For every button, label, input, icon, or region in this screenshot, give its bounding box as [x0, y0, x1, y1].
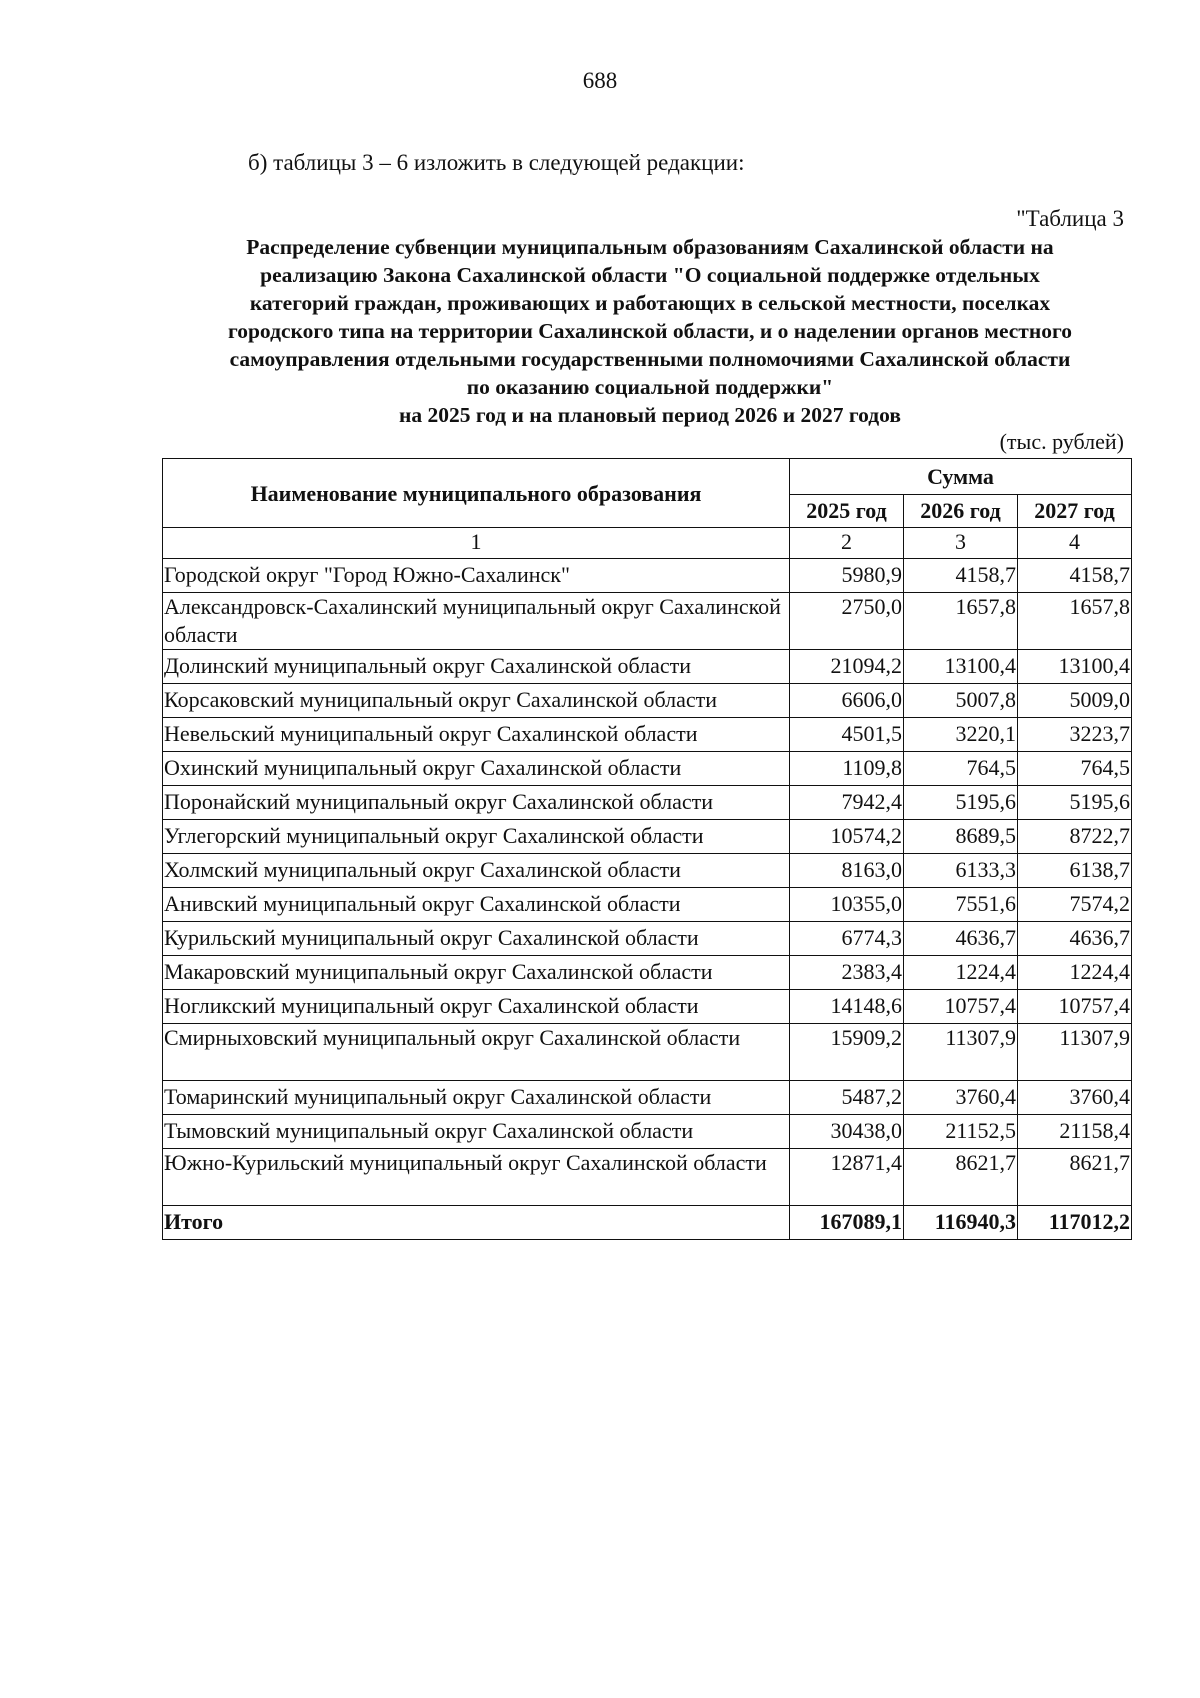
title-line: категорий граждан, проживающих и работающих в сельской местности, поселках	[249, 291, 1051, 315]
total-label-cell: Итого	[163, 1206, 790, 1240]
value-2027-cell: 3223,7	[1018, 718, 1132, 752]
value-2027-cell: 1657,8	[1018, 593, 1132, 650]
value-2026-cell: 21152,5	[904, 1115, 1018, 1149]
municipality-name-cell: Томаринский муниципальный округ Сахалинской области	[163, 1081, 790, 1115]
value-2027-cell: 8722,7	[1018, 820, 1132, 854]
municipality-name-cell: Южно-Курильский муниципальный округ Сахалинской области	[163, 1149, 790, 1206]
value-2027-cell: 5195,6	[1018, 786, 1132, 820]
table-title	[150, 233, 1150, 429]
total-2025-cell: 167089,1	[790, 1206, 904, 1240]
municipality-name-cell: Охинский муниципальный округ Сахалинской области	[163, 752, 790, 786]
table-row	[163, 1081, 1132, 1115]
value-2027-cell: 11307,9	[1018, 1024, 1132, 1081]
value-2025-cell: 30438,0	[790, 1115, 904, 1149]
value-2026-cell: 1224,4	[904, 956, 1018, 990]
value-2026-cell: 13100,4	[904, 650, 1018, 684]
table-row	[163, 1115, 1132, 1149]
table-row	[163, 888, 1132, 922]
value-2025-cell: 10355,0	[790, 888, 904, 922]
table-row	[163, 922, 1132, 956]
value-2027-cell: 10757,4	[1018, 990, 1132, 1024]
index-cell: 1	[163, 528, 790, 559]
municipality-name-cell: Тымовский муниципальный округ Сахалинской области	[163, 1115, 790, 1149]
value-2027-cell: 8621,7	[1018, 1149, 1132, 1206]
total-row	[163, 1206, 1132, 1240]
value-2027-cell: 4158,7	[1018, 559, 1132, 593]
value-2027-cell: 3760,4	[1018, 1081, 1132, 1115]
table-row	[163, 786, 1132, 820]
municipality-name-cell: Александровск-Сахалинский муниципальный округ Сахалинской области	[163, 593, 790, 650]
value-2026-cell: 11307,9	[904, 1024, 1018, 1081]
total-2027-cell: 117012,2	[1018, 1206, 1132, 1240]
total-2026-cell: 116940,3	[904, 1206, 1018, 1240]
index-cell: 2	[790, 528, 904, 559]
value-2025-cell: 7942,4	[790, 786, 904, 820]
value-2026-cell: 6133,3	[904, 854, 1018, 888]
municipality-name-cell: Городской округ "Город Южно-Сахалинск"	[163, 559, 790, 593]
value-2025-cell: 4501,5	[790, 718, 904, 752]
value-2025-cell: 6774,3	[790, 922, 904, 956]
header-sum: Сумма	[790, 459, 1132, 495]
municipality-name-cell: Холмский муниципальный округ Сахалинской области	[163, 854, 790, 888]
table-row	[163, 990, 1132, 1024]
value-2026-cell: 8621,7	[904, 1149, 1018, 1206]
table-row	[163, 820, 1132, 854]
index-cell: 4	[1018, 528, 1132, 559]
page-number: 688	[582, 68, 618, 93]
value-2026-cell: 10757,4	[904, 990, 1018, 1024]
table-row	[163, 752, 1132, 786]
value-2025-cell: 21094,2	[790, 650, 904, 684]
municipality-name-cell: Анивский муниципальный округ Сахалинской области	[163, 888, 790, 922]
table-row	[163, 559, 1132, 593]
title-line: городского типа на территории Сахалинской области, и о наделении органов местного	[228, 319, 1072, 343]
municipality-name-cell: Невельский муниципальный округ Сахалинской области	[163, 718, 790, 752]
table-label: "Таблица 3	[1016, 206, 1124, 231]
value-2027-cell: 7574,2	[1018, 888, 1132, 922]
table-row	[163, 718, 1132, 752]
municipality-name-cell: Поронайский муниципальный округ Сахалинской области	[163, 786, 790, 820]
value-2025-cell: 2750,0	[790, 593, 904, 650]
municipality-name-cell: Макаровский муниципальный округ Сахалинской области	[163, 956, 790, 990]
value-2027-cell: 1224,4	[1018, 956, 1132, 990]
value-2025-cell: 12871,4	[790, 1149, 904, 1206]
subvention-table	[162, 458, 1132, 1240]
header-year-2026: 2026 год	[904, 494, 1018, 528]
units-label: (тыс. рублей)	[999, 429, 1124, 454]
table-row	[163, 854, 1132, 888]
value-2026-cell: 8689,5	[904, 820, 1018, 854]
value-2026-cell: 5007,8	[904, 684, 1018, 718]
value-2026-cell: 1657,8	[904, 593, 1018, 650]
value-2026-cell: 4158,7	[904, 559, 1018, 593]
value-2026-cell: 764,5	[904, 752, 1018, 786]
municipality-name-cell: Долинский муниципальный округ Сахалинской области	[163, 650, 790, 684]
value-2026-cell: 7551,6	[904, 888, 1018, 922]
municipality-name-cell: Ногликский муниципальный округ Сахалинской области	[163, 990, 790, 1024]
value-2027-cell: 21158,4	[1018, 1115, 1132, 1149]
index-cell: 3	[904, 528, 1018, 559]
title-line: Распределение субвенции муниципальным образованиям Сахалинской области на	[246, 235, 1054, 259]
value-2025-cell: 8163,0	[790, 854, 904, 888]
header-name: Наименование муниципального образования	[163, 459, 790, 528]
title-line: по оказанию социальной поддержки"	[466, 375, 834, 399]
value-2027-cell: 4636,7	[1018, 922, 1132, 956]
table-row	[163, 593, 1132, 650]
value-2025-cell: 14148,6	[790, 990, 904, 1024]
municipality-name-cell: Курильский муниципальный округ Сахалинской области	[163, 922, 790, 956]
header-year-2027: 2027 год	[1018, 494, 1132, 528]
table-row	[163, 650, 1132, 684]
value-2026-cell: 5195,6	[904, 786, 1018, 820]
value-2027-cell: 6138,7	[1018, 854, 1132, 888]
table-row	[163, 956, 1132, 990]
value-2025-cell: 10574,2	[790, 820, 904, 854]
table-row	[163, 1149, 1132, 1206]
title-line: на 2025 год и на плановый период 2026 и 2027 годов	[399, 403, 901, 427]
value-2025-cell: 5980,9	[790, 559, 904, 593]
header-year-2025: 2025 год	[790, 494, 904, 528]
value-2025-cell: 1109,8	[790, 752, 904, 786]
title-line: самоуправления отдельными государственными полномочиями Сахалинской области	[229, 347, 1071, 371]
intro-text: б) таблицы 3 – 6 изложить в следующей редакции:	[248, 150, 745, 175]
table-row	[163, 1024, 1132, 1081]
municipality-name-cell: Корсаковский муниципальный округ Сахалинской области	[163, 684, 790, 718]
title-line: реализацию Закона Сахалинской области "О социальной поддержке отдельных	[260, 263, 1040, 287]
index-row	[163, 528, 1132, 559]
value-2027-cell: 5009,0	[1018, 684, 1132, 718]
value-2025-cell: 6606,0	[790, 684, 904, 718]
value-2025-cell: 2383,4	[790, 956, 904, 990]
value-2027-cell: 764,5	[1018, 752, 1132, 786]
value-2026-cell: 3220,1	[904, 718, 1018, 752]
value-2026-cell: 4636,7	[904, 922, 1018, 956]
value-2027-cell: 13100,4	[1018, 650, 1132, 684]
table-row	[163, 684, 1132, 718]
municipality-name-cell: Углегорский муниципальный округ Сахалинской области	[163, 820, 790, 854]
value-2025-cell: 15909,2	[790, 1024, 904, 1081]
value-2026-cell: 3760,4	[904, 1081, 1018, 1115]
municipality-name-cell: Смирныховский муниципальный округ Сахалинской области	[163, 1024, 790, 1081]
value-2025-cell: 5487,2	[790, 1081, 904, 1115]
